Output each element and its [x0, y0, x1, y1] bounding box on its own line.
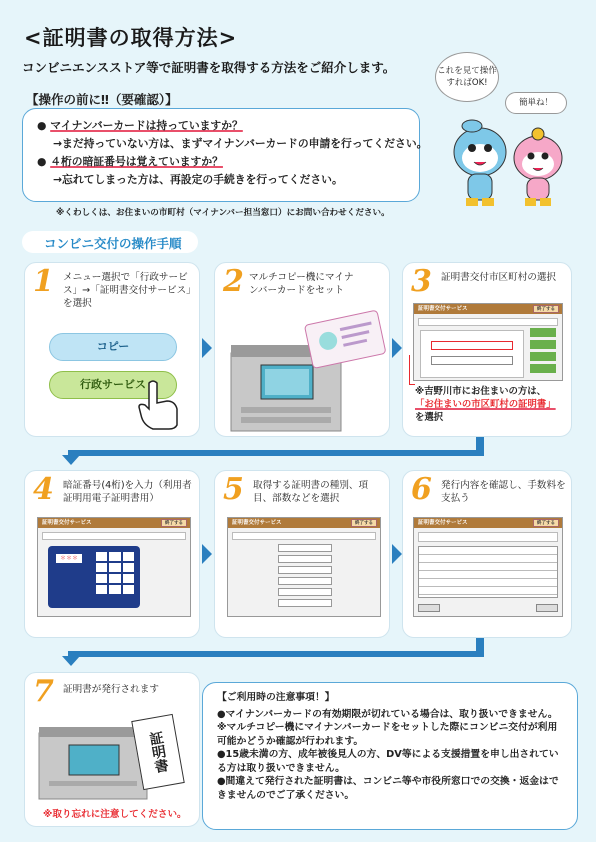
- side-buttons: [530, 328, 556, 376]
- note-item: ●マイナンバーカードの有効期限が切れている場合は、取り扱いできません。: [217, 708, 558, 720]
- step-4-text: 暗証番号(4桁)を入力（利用者証明用電子証明書用）: [63, 480, 192, 504]
- pink-mascot: [514, 128, 562, 206]
- step-3-note: ※吉野川市にお住まいの方は、 「お住まいの市区町村の証明書」 を選択: [415, 386, 556, 423]
- question-1: ● マイナンバーカードは持っていますか？: [37, 119, 243, 132]
- step-5-screen: 証明書交付サービス 終了する: [227, 517, 381, 617]
- fee-summary-table: [418, 546, 558, 598]
- gov-service-button[interactable]: 行政サービス: [49, 371, 177, 399]
- step-6-card: [402, 470, 572, 638]
- pre-check-note: ※くわしくは、お住まいの市町村（マイナンバー担当窓口）にお問い合わせください。: [56, 208, 390, 218]
- flow-arrow-down-2: [62, 656, 80, 666]
- step-7-warning: ※取り忘れに注意してください。: [43, 809, 187, 820]
- step-7-card: [24, 672, 200, 827]
- page-title: <証明書の取得方法>: [24, 26, 238, 50]
- step-4-card: [24, 470, 200, 638]
- step-6-number: 6: [411, 472, 432, 507]
- screen-title-bar: 証明書交付サービス 終了する: [414, 304, 562, 314]
- note-item: ※マルチコピー機にマイナンバーカードをセットした際にコンビニ交付が利用可能かどうか確認が行われます。: [217, 722, 558, 747]
- my-number-card-icon: [304, 310, 386, 368]
- step-arrow-4: [392, 544, 402, 564]
- screen-message: [418, 318, 558, 326]
- step-7-text: 証明書が発行されます: [63, 684, 159, 695]
- step-1-text: メニュー選択で「行政サービス」→「証明書交付サービス」を選択: [63, 272, 196, 309]
- step-arrow-1: [202, 338, 212, 358]
- note-item: ●間違えて発行された証明書は、コンビニ等や市役所窓口での交換・返金はできませんのでご了承ください。: [217, 776, 559, 801]
- usage-notes-box: [202, 682, 578, 830]
- step-3-card: [402, 262, 572, 437]
- screen-end-button[interactable]: 終了する: [533, 305, 559, 313]
- municipality-list: [420, 330, 524, 378]
- page-subtitle: コンビニエンスストア等で証明書を取得する方法をご紹介します。: [22, 60, 396, 75]
- question-2: ● ４桁の暗証番号は覚えていますか？: [37, 155, 223, 168]
- other-municipality-option[interactable]: [431, 356, 513, 365]
- step-7-number: 7: [33, 674, 54, 709]
- copy-button[interactable]: コピー: [49, 333, 177, 361]
- step-4-number: 4: [33, 472, 54, 507]
- step-4-screen: 証明書交付サービス 終了する ＊＊＊: [37, 517, 191, 617]
- blue-mascot: [454, 120, 506, 206]
- step-3-text: 証明書交付市区町村の選択: [441, 272, 557, 283]
- speech-bubble-1: これを見て操作すればOK!: [435, 52, 499, 102]
- step-5-card: [214, 470, 390, 638]
- flow-arrow-down-1: [62, 455, 80, 465]
- issued-certificate: 証明書: [131, 714, 185, 790]
- pre-check-box: [22, 108, 428, 202]
- section-title: コンビニ交付の操作手順: [22, 231, 198, 253]
- step-5-number: 5: [223, 472, 244, 507]
- step-3-number: 3: [411, 264, 432, 299]
- step-5-text: 取得する証明書の種別、項目、部数などを選択: [253, 480, 369, 504]
- pin-keypad[interactable]: ＊＊＊: [48, 546, 140, 608]
- step-1-number: 1: [33, 264, 54, 299]
- mascot-illustration: [438, 112, 578, 212]
- copy-machine-illustration: [221, 303, 387, 433]
- answer-2: →忘れてしまった方は、再設定の手続きを行ってください。: [53, 173, 343, 186]
- callout-line: [409, 355, 415, 385]
- step-1-card: [24, 262, 200, 437]
- step-3-screen: [413, 303, 563, 381]
- step-2-text: マルチコピー機にマイナンバーカードをセット: [249, 272, 354, 296]
- speech-bubble-2: 簡単ね！: [505, 92, 567, 114]
- step-2-card: [214, 262, 390, 437]
- certificate-type-list: [278, 544, 332, 607]
- pointing-hand-icon: [135, 379, 183, 431]
- step-6-screen: 証明書交付サービス 終了する: [413, 517, 563, 617]
- pre-check-heading: 【操作の前に‼（要確認）】: [26, 92, 178, 107]
- note-item: ●15歳未満の方、成年被後見人の方、DV等による支援措置を申し出されている方は取り扱いできません。: [217, 749, 559, 774]
- answer-1: →まだ持っていない方は、まずマイナンバーカードの申請を行ってください。: [53, 137, 428, 150]
- flow-connector-2b: [68, 651, 484, 657]
- step-arrow-3: [202, 544, 212, 564]
- flow-connector-1b: [68, 450, 484, 456]
- own-municipality-option[interactable]: [431, 341, 513, 350]
- step-6-text: 発行内容を確認し、手数料を支払う: [441, 480, 566, 504]
- step-arrow-2: [392, 338, 402, 358]
- step-2-number: 2: [223, 264, 244, 299]
- notes-heading: 【ご利用時の注意事項！】: [217, 692, 335, 703]
